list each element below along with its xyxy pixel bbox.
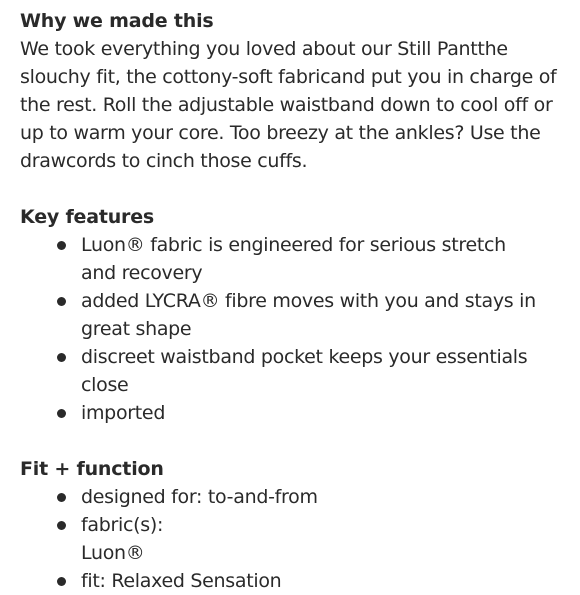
bullet-icon (57, 241, 66, 250)
list-item (20, 343, 536, 399)
product-description (20, 7, 570, 595)
list-item-text: Luon® fabric is engineered for serious stretch and recovery (81, 234, 506, 284)
list-item (20, 567, 536, 595)
fit-function-heading: Fit + function (20, 458, 164, 480)
why-body: We took everything you loved about our Still Pantthe slouchy fit, the cottony-soft fabricand put you in charge of the rest. Roll the adjustable waistband down to cool off or up to warm your core. Too breezy at the ankles? Use the drawcords to cinch those cuffs. (20, 38, 557, 172)
list-item-text: imported (81, 402, 166, 424)
list-item (20, 287, 536, 343)
key-features-heading: Key features (20, 206, 155, 228)
list-item-text: fit: Relaxed Sensation (81, 570, 282, 592)
list-item (20, 511, 536, 567)
list-item-subtext: Luon® (81, 542, 145, 564)
list-item (20, 483, 536, 511)
fit-function-list (20, 483, 570, 595)
bullet-icon (57, 409, 66, 418)
bullet-icon (57, 577, 66, 586)
list-item-text: discreet waistband pocket keeps your essentials close (81, 346, 528, 396)
why-heading: Why we made this (20, 10, 214, 32)
list-item-text: designed for: to-and-from (81, 486, 318, 508)
list-item-text: fabric(s): (81, 514, 164, 536)
list-item (20, 231, 536, 287)
bullet-icon (57, 353, 66, 362)
bullet-icon (57, 521, 66, 530)
key-features-list (20, 231, 570, 427)
list-item (20, 399, 536, 427)
section-spacer (20, 175, 570, 203)
section-spacer (20, 427, 570, 455)
bullet-icon (57, 297, 66, 306)
list-item-text: added LYCRA® fibre moves with you and stays in great shape (81, 290, 536, 340)
bullet-icon (57, 493, 66, 502)
